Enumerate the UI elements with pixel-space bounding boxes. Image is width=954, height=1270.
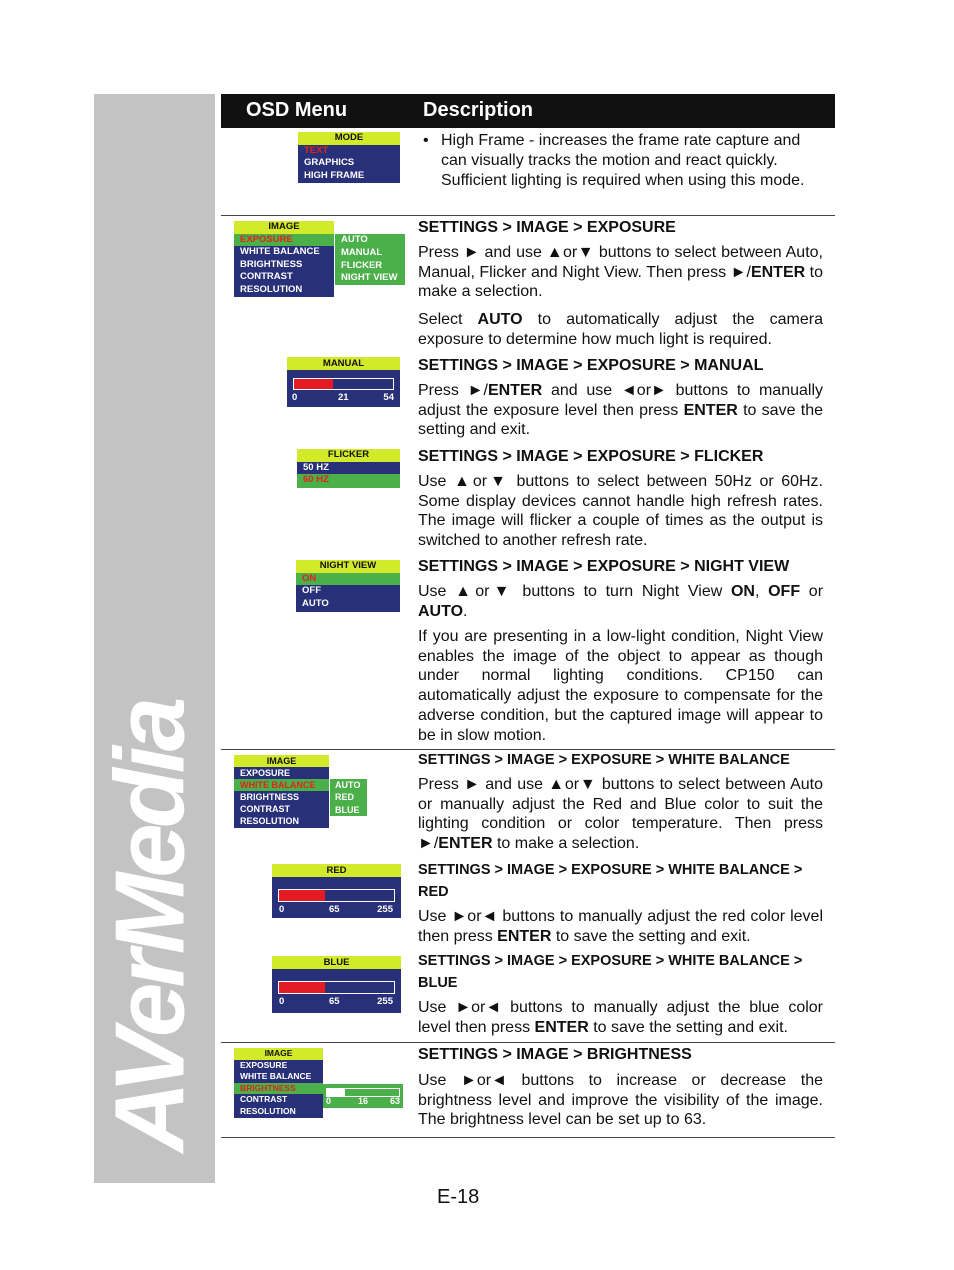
osd-item: BRIGHTNESS xyxy=(234,1083,323,1095)
manual-slider[interactable]: MANUAL 0 21 54 xyxy=(287,357,400,407)
flicker-text: Use ▲or▼ buttons to select between 50Hz or 60Hz. Some display devices cannot handle high refresh rates. The image will flicker a couple of times as the output is switched to another refresh rate. xyxy=(418,473,823,550)
slider-value: 65 xyxy=(329,996,340,1007)
osd-item: 50 HZ xyxy=(297,462,400,475)
slider-fill xyxy=(294,379,333,389)
osd-image-menu: IMAGE EXPOSURE WHITE BALANCE BRIGHTNESS CONTRAST RESOLUTION xyxy=(234,221,334,297)
exposure-text-1: Press ► and use ▲or▼ buttons to select between Auto, Manual, Flicker and Night View. Then press ►/ENTER to make a selection. xyxy=(418,244,824,301)
row-divider xyxy=(221,1137,835,1138)
osd-item: WHITE BALANCE xyxy=(234,1071,323,1083)
brightness-text: Use ►or◄ buttons to increase or decrease the brightness level and improve the visibility of the image. The brightness level can be set up to 63. xyxy=(418,1072,823,1129)
slider-min: 0 xyxy=(292,392,298,403)
osd-item: CONTRAST xyxy=(234,1094,323,1106)
osd-item: EXPOSURE xyxy=(234,1060,323,1072)
osd-mode-menu: MODE TEXT GRAPHICS HIGH FRAME xyxy=(298,132,400,183)
red-text: Use ►or◄ buttons to manually adjust the red color level then press ENTER to save the setting and exit. xyxy=(418,908,823,945)
osd-item: WHITE BALANCE xyxy=(234,779,329,791)
night-view-text-1: Use ▲or▼ buttons to turn Night View ON, OFF or AUTO. xyxy=(418,583,824,620)
osd-item: CONTRAST xyxy=(234,803,329,815)
brightness-title: SETTINGS > IMAGE > BRIGHTNESS xyxy=(418,1046,692,1063)
slider-value: 65 xyxy=(329,904,340,915)
osd-item: BRIGHTNESS xyxy=(234,791,329,803)
slider-min: 0 xyxy=(326,1096,332,1106)
red-slider[interactable]: RED 0 65 255 xyxy=(272,864,401,918)
bullet-mark: • xyxy=(423,132,429,149)
osd-item: RESOLUTION xyxy=(234,815,329,828)
wb-title: SETTINGS > IMAGE > EXPOSURE > WHITE BALANCE xyxy=(418,752,790,768)
osd-flicker-menu: FLICKER 50 HZ 60 HZ xyxy=(297,449,400,488)
osd-item: RESOLUTION xyxy=(234,284,334,298)
exposure-text-2: Select AUTO to automatically adjust the camera exposure to determine how much light is required. xyxy=(418,311,823,348)
slider-max: 63 xyxy=(389,1096,400,1106)
osd-item: WHITE BALANCE xyxy=(234,246,334,259)
slider-fill xyxy=(279,890,325,901)
flicker-title: SETTINGS > IMAGE > EXPOSURE > FLICKER xyxy=(418,448,764,465)
bullet-text: High Frame - increases the frame rate capture and can visually tracks the motion and react quickly. Sufficient lighting is required when using this mode. xyxy=(441,132,805,189)
slider-fill xyxy=(327,1089,345,1096)
slider-max: 54 xyxy=(383,392,394,403)
slider-value: 21 xyxy=(338,392,349,403)
osd-item: ON xyxy=(296,573,400,586)
night-view-title: SETTINGS > IMAGE > EXPOSURE > NIGHT VIEW xyxy=(418,558,790,575)
slider-min: 0 xyxy=(279,996,285,1007)
osd-image-menu-wb: IMAGE EXPOSURE WHITE BALANCE BRIGHTNESS CONTRAST RESOLUTION xyxy=(234,755,329,828)
row-divider xyxy=(221,1042,835,1043)
blue-text: Use ►or◄ buttons to manually adjust the blue color level then press ENTER to save the setting and exit. xyxy=(418,999,823,1036)
manual-text: Press ►/ENTER and use ◄or► buttons to manually adjust the exposure level then press ENTER to save the setting and exit. xyxy=(418,382,824,439)
osd-item: AUTO xyxy=(296,598,400,613)
osd-item: 60 HZ xyxy=(297,474,400,488)
header-description: Description xyxy=(423,99,534,121)
blue-title: SETTINGS > IMAGE > EXPOSURE > WHITE BALANCE > BLUE xyxy=(418,953,803,991)
osd-item: EXPOSURE xyxy=(234,767,329,779)
slider-value: 16 xyxy=(358,1096,369,1106)
night-view-text-2: If you are presenting in a low-light condition, Night View enables the image of the object to appear as though under normal lighting conditions. CP150 can automatically adjust the exposure to compensate for the adverse condition, but the captured image will appear to be in slow motion. xyxy=(418,628,823,744)
osd-wb-submenu: AUTO RED BLUE xyxy=(330,779,367,816)
header-osd-menu: OSD Menu xyxy=(246,99,348,121)
osd-image-menu-brightness: IMAGE EXPOSURE WHITE BALANCE BRIGHTNESS CONTRAST RESOLUTION xyxy=(234,1048,323,1118)
slider-min: 0 xyxy=(279,904,285,915)
table-header xyxy=(221,94,835,128)
red-title: SETTINGS > IMAGE > EXPOSURE > WHITE BALANCE > RED xyxy=(418,862,803,900)
osd-exposure-submenu: AUTO MANUAL FLICKER NIGHT VIEW xyxy=(335,234,405,285)
wb-text: Press ► and use ▲or▼ buttons to select between Auto or manually adjust the Red and Blue color to suit the lighting condition or color temperature. Then press ►/ENTER to make a selection. xyxy=(418,776,823,853)
brightness-slider[interactable] xyxy=(323,1084,403,1108)
osd-item: RESOLUTION xyxy=(234,1106,323,1119)
osd-item: OFF xyxy=(296,585,400,598)
blue-slider[interactable]: BLUE 0 65 255 xyxy=(272,956,401,1013)
osd-item: EXPOSURE xyxy=(234,234,334,247)
page-number: E-18 xyxy=(437,1186,480,1208)
osd-item: CONTRAST xyxy=(234,271,334,284)
slider-max: 255 xyxy=(377,996,393,1007)
exposure-title: SETTINGS > IMAGE > EXPOSURE xyxy=(418,219,676,236)
osd-item: HIGH FRAME xyxy=(298,170,400,184)
slider-max: 255 xyxy=(377,904,393,915)
row-divider xyxy=(221,215,835,216)
osd-item: BRIGHTNESS xyxy=(234,259,334,272)
slider-fill xyxy=(279,982,325,993)
osd-night-view-menu: NIGHT VIEW ON OFF AUTO xyxy=(296,560,400,612)
osd-item: GRAPHICS xyxy=(298,157,400,170)
osd-item: TEXT xyxy=(298,145,400,158)
manual-title: SETTINGS > IMAGE > EXPOSURE > MANUAL xyxy=(418,357,764,374)
